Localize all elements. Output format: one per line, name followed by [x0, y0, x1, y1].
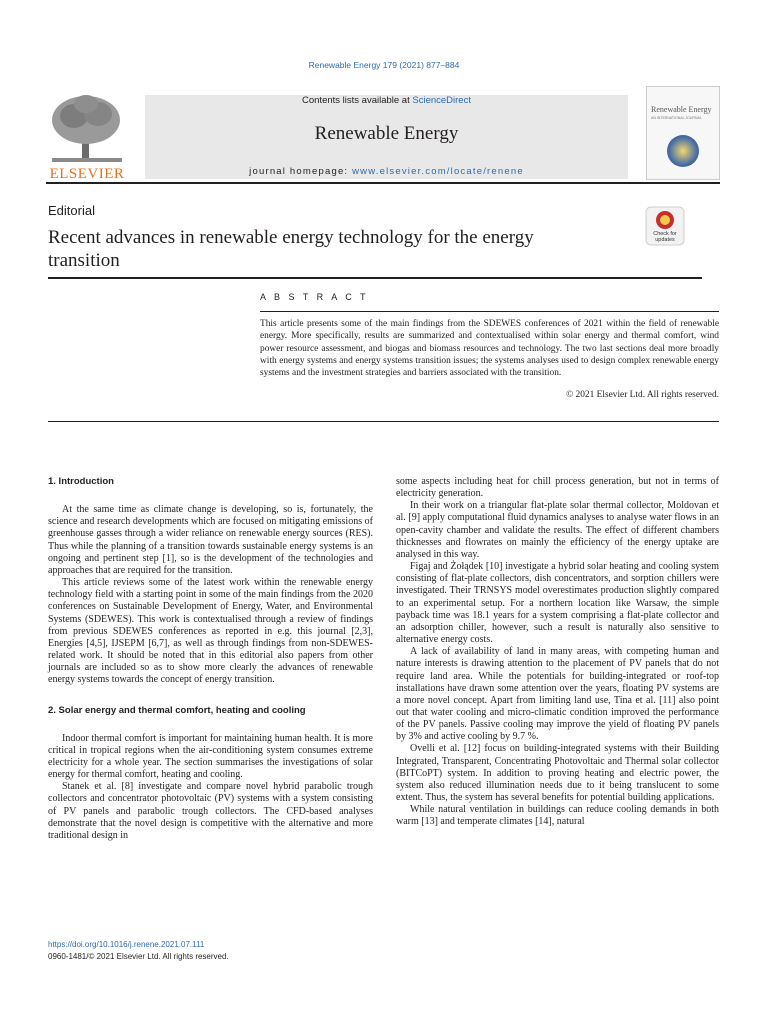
homepage-link[interactable]: www.elsevier.com/locate/renene	[352, 166, 524, 177]
paragraph: Indoor thermal comfort is important for maintaining human health. It is more critical in tropical regions when the air-conditioning system consumes extreme electricity for a whole year. The section summarises the investigations of solar energy for thermal comfort, heating and cooling.	[48, 732, 373, 781]
section-heading-introduction: 1. Introduction	[48, 476, 114, 487]
doi-link[interactable]: https://doi.org/10.1016/j.renene.2021.07.111	[48, 940, 205, 949]
cover-subtitle: AN INTERNATIONAL JOURNAL	[651, 116, 702, 120]
abstract-copyright: © 2021 Elsevier Ltd. All rights reserved.	[566, 390, 719, 400]
journal-title: Renewable Energy	[314, 123, 459, 144]
paragraph: A lack of availability of land in many areas, with competing human and nature interests is drawing attention to the placement of PV panels that do not require land area. While the potentials for building-integrated or roof-top installations have drawn some attention over the years, floating PV systems are a more novel concept. Apart from limiting land use, Tina et al. [11] also point out that water cooling and micro-climatic condition improved the performance of the PV panels. Passive cooling may improve the yield of floating PV panels by 3% and active cooling by 9.7 %.	[396, 646, 719, 743]
journal-cover[interactable]	[646, 86, 720, 180]
title-rule	[48, 277, 702, 279]
left-column	[48, 476, 373, 842]
cover-image	[667, 135, 699, 167]
paragraph: Stanek et al. [8] investigate and compare novel hybrid parabolic trough collectors and concentrator photovoltaic (PV) systems with a system consisting of PV panels and parabolic trough collectors. The CFD-based analyses demonstrate that the novel design is competitive with the alternative and more traditional design in	[48, 781, 373, 841]
paragraph: At the same time as climate change is developing, so is, fortunately, the science and research developments which are focused on mitigating emissions of greenhouse gasses through a wider reliance on renewable energy sources (RES). Thus while the planning of a transition towards sustainable energy systems is an ongoing and pertinent step [1], so is the development of the technologies and approaches that are required for the transition.	[48, 504, 373, 576]
journal-citation[interactable]: Renewable Energy 179 (2021) 877–884	[308, 60, 460, 70]
paragraph: Ovelli et al. [12] focus on building-integrated systems with their Building Integrated, Transparent, Concentrating Photovoltaic and Thermal solar collector (BITCoPT) system. In addition to proving heating and electric power, the system also reduced illumination needs due to it being translucent to some extent. Thus, the system has several benefits for potential building applications.	[396, 743, 719, 804]
sciencedirect-link[interactable]: ScienceDirect	[412, 95, 471, 106]
article-type: Editorial	[48, 203, 95, 218]
check-updates-badge[interactable]	[645, 206, 685, 246]
section-heading-solar: 2. Solar energy and thermal comfort, heating and cooling	[48, 704, 306, 716]
homepage-line	[145, 166, 628, 177]
contents-line	[145, 95, 628, 106]
paragraph: Figaj and Żołądek [10] investigate a hybrid solar heating and cooling system consisting of flat-plate collectors, dish concentrators, and sorption chillers were investigated. Their TRNSYS model overestimates production slightly compared to an experimental setup. For a northern location like Warsaw, the simple payback time was 18.1 years for a system comprising a flat-plate collector and an adsorption chiller, however, such a result is naturally also sensitive to alternative energy costs.	[396, 561, 719, 646]
abstract-rule	[260, 311, 719, 312]
publisher-name: ELSEVIER	[49, 166, 125, 182]
header-rule	[46, 182, 720, 184]
right-column	[396, 476, 719, 829]
abstract-heading: A B S T R A C T	[260, 292, 369, 302]
contents-prefix: Contents lists available at	[302, 95, 413, 106]
article-title: Recent advances in renewable energy technology for the energy transition	[48, 227, 534, 271]
check-updates-label: Check for updates	[653, 231, 677, 243]
issn-line: 0960-1481/© 2021 Elsevier Ltd. All rights reserved.	[48, 952, 229, 961]
cover-title: Renewable Energy	[651, 105, 712, 114]
abstract-end-rule	[48, 421, 719, 422]
homepage-prefix: journal homepage:	[249, 166, 353, 177]
paragraph: This article reviews some of the latest work within the renewable energy technology field with a starting point in some of the main findings from the 2020 conferences on Sustainable Development of Energy, Water, and Environmental Systems (SDEWES). This work is contextualised through a review of findings from previous SDEWES conferences as reported in e.g. this journal [2,3], Energies [4,5], IJSEPM [6,7], as well as through findings from non-SDEWES-related work. It should be noted that in this editorial also papers from other journals are included so as to show more clearly the advances of renewable energy systems towards the concept of energy transition.	[48, 577, 373, 686]
abstract-text: This article presents some of the main findings from the SDEWES conferences of 2021 within the field of renewable energy. More specifically, results are summarized and contextualised within solar energy and thermal comfort, wind power resource assessment, and biogas and biomass resources and technology. The two last sections deal more broadly with energy systems and energy systems transition issues; the systems analyses used to design complex renewable energy systems and the investment strategies and barriers associated with the transition.	[260, 319, 719, 379]
paragraph: While natural ventilation in buildings can reduce cooling demands in both warm [13] and temperate climates [14], natural	[396, 804, 719, 828]
paragraph: some aspects including heat for chill process generation, but not in terms of electricity generation.	[396, 476, 719, 500]
paragraph: In their work on a triangular flat-plate solar thermal collector, Moldovan et al. [9] apply computational fluid dynamics analyses to analyse water flows in an open-cavity chamber and validate the results. The effect of different chambers thicknesses and flowrates on mainly the efficiency of the energy uptake are analysed in this way.	[396, 500, 719, 560]
